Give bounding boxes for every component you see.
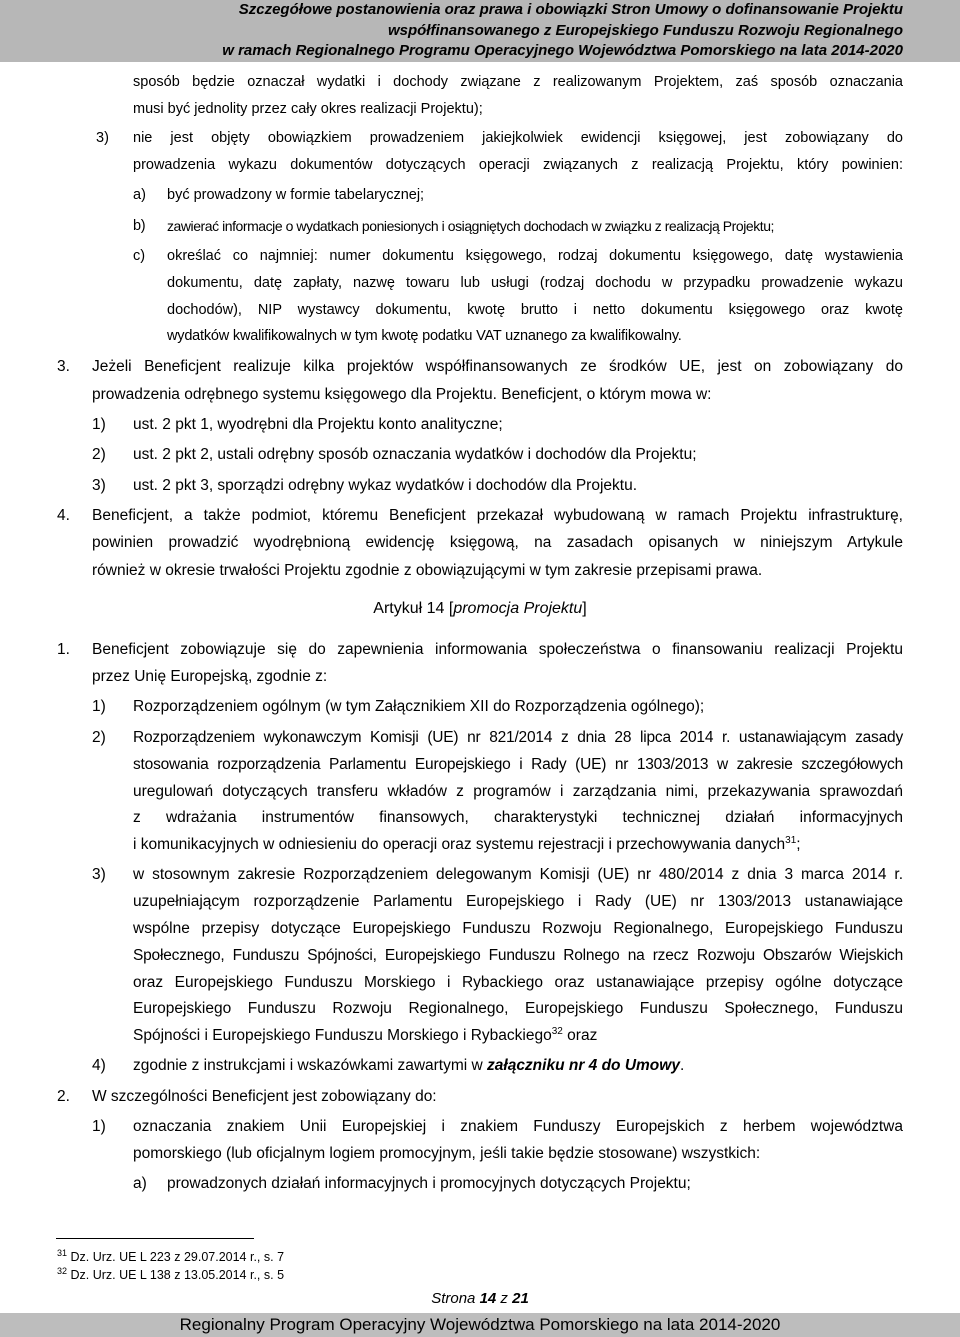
text-line: przez Unię Europejską, zgodnie z: [92,668,328,685]
text-line: Rozporządzeniem wykonawczym Komisji (UE) nr 821/2014 z dnia 28 lipca 2014 r. ustanawiającym zasady [133,729,903,746]
list-letter: a) [133,1175,147,1192]
section-number: 3. [57,358,70,375]
page-number: Strona 14 z 21 [431,1290,529,1307]
text-line: Beneficjent, a także podmiot, któremu Beneficjent przekazał wybudowaną w ramach Projektu infrastrukturę, [92,507,903,524]
text-line: prowadzonych działań informacyjnych i promocyjnych dotyczących Projektu; [167,1175,691,1192]
text-line: zgodnie z instrukcjami i wskazówkami zawartymi w załączniku nr 4 do Umowy. [133,1057,685,1074]
text-line: powinien prowadzić wyodrębnioną ewidencję księgową, na zasadach opisanych w niniejszym Artykule [92,534,903,551]
text-line: wydatków kwalifikowalnych w tym kwotę podatku VAT uznanego za kwalifikowalny. [167,328,682,344]
text-line: prowadzenia wykazu dokumentów dotyczących operacji związanych z realizacją Projektu, który powinien: [133,157,903,173]
list-letter: a) [133,187,146,203]
page-footer [0,1313,960,1337]
list-number: 1) [92,416,106,433]
list-number: 1) [92,698,106,715]
text-line: oznaczania znakiem Unii Europejskiej i znakiem Funduszy Europejskich z herbem województwa [133,1118,903,1135]
text-line: Rozporządzeniem ogólnym (w tym Załącznikiem XII do Rozporządzenia ogólnego); [133,698,705,715]
list-number: 2) [92,446,106,463]
footnote-ref-31[interactable]: 31 [785,834,797,846]
text-line: uregulowań dotyczących transferu wkładów z programów i zarządzania nimi, przekazywania sprawozdań [133,783,903,800]
header-line-1: Szczegółowe postanowienia oraz prawa i obowiązki Stron Umowy o dofinansowanie Projektu [238,1,903,18]
text-line: Europejskiego Funduszu Rozwoju Regionalnego, Europejskiego Funduszu Społecznego, Funduszu [133,1000,903,1017]
text-line: dokumentu, datę zapłaty, nazwę towaru lub usługi (rodzaj dochodu w przypadku prowadzenie wykazu [167,275,903,291]
section-number: 2. [57,1088,70,1105]
text-line: musi być jednolity przez cały okres realizacji Projektu); [133,101,483,117]
footnote-31: $^{31}$ Dz. Urz. UE L 223 z 29.07.2014 r., s. 7 [57,1247,285,1264]
header-line-2: współfinansowanego z Europejskiego Funduszu Rozwoju Regionalnego [387,22,903,39]
header-line-3: w ramach Regionalnego Programu Operacyjnego Województwa Pomorskiego na lata 2014-2020 [222,42,903,59]
text-line: pomorskiego (lub oficjalnym logiem promocyjnym, jeśli takie będzie stosowane) wszystkich: [133,1145,761,1162]
list-number: 3) [92,477,106,494]
footnote-separator [56,1238,254,1239]
text-line: zawierać informacje o wydatkach poniesionych i osiągniętych dochodach w związku z realizacją Projektu; [167,218,774,234]
list-number: 3) [92,866,106,883]
footnote-ref-32[interactable]: 32 [551,1025,563,1037]
text-line: ust. 2 pkt 3, sporządzi odrębny wykaz wydatków i dochodów dla Projektu. [133,477,638,494]
annex-reference: załączniku nr 4 do Umowy [487,1057,680,1074]
text-line: oraz Europejskiego Funduszu Morskiego i Rybackiego oraz ustanawiające przepisy ogólne dotyczące [133,974,903,991]
section-number: 4. [57,507,70,524]
list-letter: b) [133,218,146,234]
text-line: być prowadzony w formie tabelarycznej; [167,187,425,203]
text-line: w stosownym zakresie Rozporządzeniem delegowanym Komisji (UE) nr 480/2014 z dnia 3 marca 2014 r. [133,866,903,883]
text-line: prowadzenia odrębnego systemu księgowego dla Projektu. Beneficjent, o którym mowa w: [92,386,712,403]
section-number: 1. [57,641,70,658]
text-line: określać co najmniej: numer dokumentu księgowego, rodzaj dokumentu księgowego, datę wystawienia [167,248,903,264]
list-number: 3) [96,130,109,146]
footer-text: Regionalny Program Operacyjny Województwa Pomorskiego na lata 2014-2020 [179,1315,781,1334]
text-line: Społecznego, Funduszu Spójności, Europejskiego Funduszu Rolnego na rzecz Rozwoju Obszarów Wiejskich [133,947,903,964]
text-line: uzupełniającym rozporządzenie Parlamentu Europejskiego i Rady (UE) nr 1303/2013 ustanawiające [133,893,903,910]
text-line: ust. 2 pkt 1, wyodrębni dla Projektu konto analityczne; [133,416,503,433]
list-letter: c) [133,248,146,264]
text-line: z wdrażania instrumentów finansowych, charakterystyki technicznej działań informacyjnych [133,809,903,826]
list-number: 4) [92,1057,106,1074]
text-line: W szczególności Beneficjent jest zobowiązany do: [92,1088,437,1105]
text-line: Spójności i Europejskiego Funduszu Morskiego i Rybackiego$^{32}$ oraz [133,1025,598,1044]
article-title: Artykuł 14 [promocja Projektu] [373,600,587,617]
list-number: 1) [92,1118,106,1135]
text-line: nie jest objęty obowiązkiem prowadzeniem jakiejkolwiek ewidencji księgowej, jest zobowiązany do [133,130,903,146]
text-line: ust. 2 pkt 2, ustali odrębny sposób oznaczania wydatków i dochodów dla Projektu; [133,446,697,463]
list-number: 2) [92,729,106,746]
text-line: wspólne przepisy dotyczące Europejskiego Funduszu Rozwoju Regionalnego, Europejskiego Funduszu [133,920,903,937]
text-line: dochodów), NIP wystawcy dokumentu, kwotę brutto i netto dokumentu księgowego oraz kwotę [167,302,903,318]
text-line: również w okresie trwałości Projektu zgodnie z obowiązującymi w tym zakresie przepisami prawa. [92,562,763,579]
text-line: Beneficjent zobowiązuje się do zapewnienia informowania społeczeństwa o finansowaniu realizacji Projektu [92,641,903,658]
text-line: i komunikacyjnych w odniesieniu do operacji oraz systemu rejestracji i przechowywania danych$^{31}$; [133,834,801,853]
text-line: sposób będzie oznaczał wydatki i dochody związane z realizowanym Projektem, zaś sposób oznaczania [133,74,903,90]
footnote-32: $^{32}$ Dz. Urz. UE L 138 z 13.05.2014 r., s. 5 [57,1265,285,1282]
text-line: stosowania rozporządzenia Parlamentu Europejskiego i Rady (UE) nr 1303/2013 w zakresie szczegółowych [133,756,903,773]
text-line: Jeżeli Beneficjent realizuje kilka projektów współfinansowanych ze środków UE, jest on zobowiązany do [92,358,903,375]
